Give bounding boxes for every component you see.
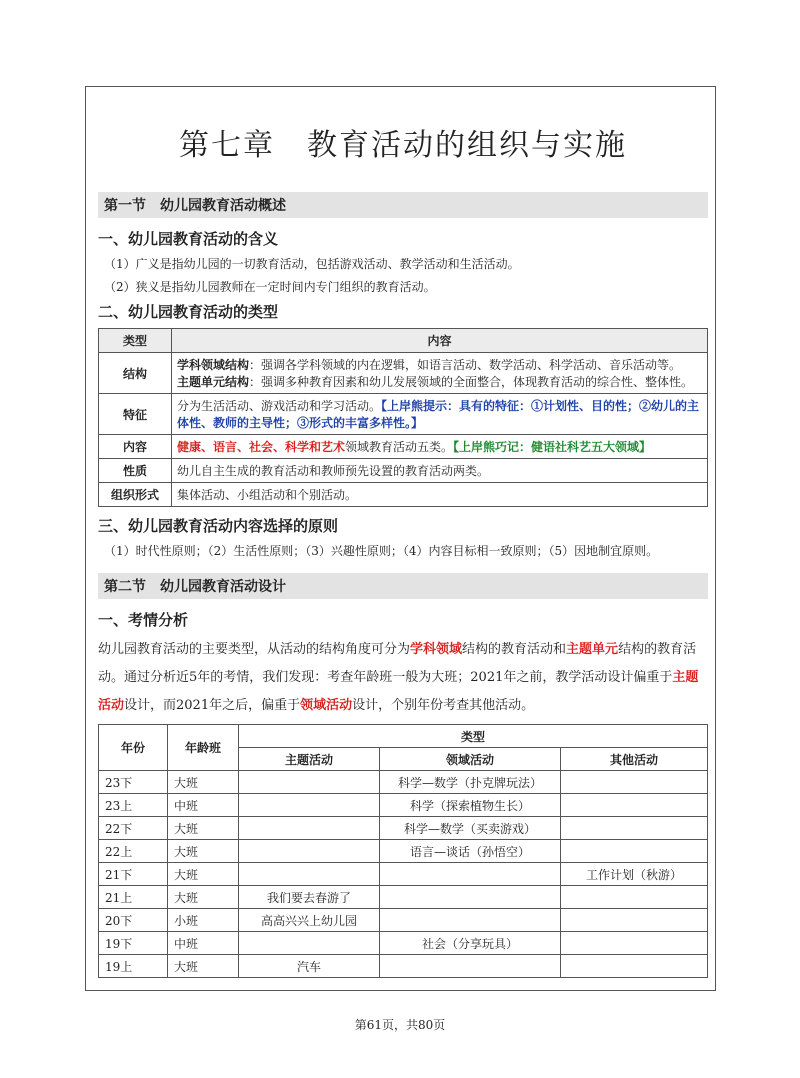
row-text: 分为生活活动、游戏活动和学习活动。 bbox=[177, 399, 382, 413]
types-header-row bbox=[99, 329, 708, 353]
row-label: 特征 bbox=[99, 394, 172, 435]
highlight-text: 主题单元 bbox=[566, 642, 619, 657]
chapter-title: 第七章 教育活动的组织与实施 bbox=[179, 128, 627, 163]
cell-class: 大班 bbox=[168, 886, 239, 909]
cell-class: 大班 bbox=[168, 863, 239, 886]
meaning-broad: （1）广义是指幼儿园的一切教育活动，包括游戏活动、教学活动和生活活动。 bbox=[104, 257, 520, 271]
cell-year: 21下 bbox=[99, 863, 168, 886]
cell-domain: 科学（探索植物生长） bbox=[380, 794, 561, 817]
cell-year: 19下 bbox=[99, 932, 168, 955]
row-content bbox=[172, 353, 708, 394]
row-content: 幼儿自主生成的教育活动和教师预先设置的教育活动两类。 bbox=[172, 459, 708, 483]
subheading-principles: 三、幼儿园教育活动内容选择的原则 bbox=[98, 517, 339, 535]
exam-header-row bbox=[99, 725, 708, 748]
cell-domain bbox=[380, 863, 561, 886]
cell-theme bbox=[239, 840, 380, 863]
cell-other bbox=[561, 955, 708, 978]
cell-theme: 汽车 bbox=[239, 955, 380, 978]
subheading-meaning: 一、幼儿园教育活动的含义 bbox=[98, 230, 279, 248]
table-row bbox=[99, 771, 708, 794]
row-content bbox=[172, 435, 708, 459]
table-row bbox=[99, 886, 708, 909]
cell-domain: 语言—谈话（孙悟空） bbox=[380, 840, 561, 863]
cell-year: 23上 bbox=[99, 794, 168, 817]
cell-year: 22上 bbox=[99, 840, 168, 863]
row-content: 集体活动、小组活动和个别活动。 bbox=[172, 483, 708, 507]
term-desc: ：强调各学科领域的内在逻辑，如语言活动、数学活动、科学活动、音乐活动等。 bbox=[249, 358, 682, 372]
cell-theme: 高高兴兴上幼儿园 bbox=[239, 909, 380, 932]
bold-term: 主题单元结构 bbox=[177, 375, 250, 389]
row-label: 结构 bbox=[99, 353, 172, 394]
types-table bbox=[98, 328, 708, 507]
table-row bbox=[99, 483, 708, 507]
cell-domain: 社会（分享玩具） bbox=[380, 932, 561, 955]
exam-table bbox=[98, 724, 708, 978]
subheading-analysis: 一、考情分析 bbox=[98, 611, 189, 629]
cell-theme bbox=[239, 771, 380, 794]
header-domain: 领域活动 bbox=[380, 748, 561, 771]
row-text: 领域教育活动五类。 bbox=[345, 440, 454, 454]
para-text: 结构的教育活动。通过分析近5年的考情，我们发现：考查年龄班一般为大班；2021年之前，教学活动设计偏重于 bbox=[98, 642, 697, 685]
row-label: 内容 bbox=[99, 435, 172, 459]
exam-body bbox=[99, 771, 708, 978]
cell-year: 23下 bbox=[99, 771, 168, 794]
memory-tip: 【上岸熊巧记：健语社科艺五大领域】 bbox=[453, 440, 652, 454]
cell-other bbox=[561, 909, 708, 932]
header-content: 内容 bbox=[172, 329, 708, 353]
cell-domain: 科学—数学（买卖游戏） bbox=[380, 817, 561, 840]
cell-theme bbox=[239, 863, 380, 886]
cell-year: 19上 bbox=[99, 955, 168, 978]
subheading-types: 二、幼儿园教育活动的类型 bbox=[98, 303, 279, 321]
para-text: 设计，个别年份考查其他活动。 bbox=[352, 698, 535, 713]
tip-note: 【上岸熊提示：具有的特征：①计划性、目的性；②幼儿的主体性、教师的主导性；③形式的丰富多样性。】 bbox=[177, 399, 700, 430]
cell-theme bbox=[239, 794, 380, 817]
section-heading-2: 第二节 幼儿园教育活动设计 bbox=[98, 573, 708, 599]
cell-theme bbox=[239, 817, 380, 840]
row-label: 组织形式 bbox=[99, 483, 172, 507]
cell-theme: 我们要去春游了 bbox=[239, 886, 380, 909]
term-desc: ：强调多种教育因素和幼儿发展领域的全面整合，体现教育活动的综合性、整体性。 bbox=[249, 375, 694, 389]
highlight-text: 领域活动 bbox=[300, 698, 353, 713]
page-footer: 第61页，共80页 bbox=[354, 1018, 446, 1032]
highlight-text: 健康、语言、社会、科学和艺术 bbox=[177, 440, 346, 454]
cell-other bbox=[561, 840, 708, 863]
meaning-narrow: （2）狭义是指幼儿园教师在一定时间内专门组织的教育活动。 bbox=[104, 280, 436, 294]
cell-class: 大班 bbox=[168, 955, 239, 978]
table-row bbox=[99, 459, 708, 483]
section-heading-1: 第一节 幼儿园教育活动概述 bbox=[98, 192, 708, 218]
cell-domain: 科学—数学（扑克牌玩法） bbox=[380, 771, 561, 794]
row-label: 性质 bbox=[99, 459, 172, 483]
cell-domain bbox=[380, 886, 561, 909]
cell-other bbox=[561, 817, 708, 840]
header-year: 年份 bbox=[99, 725, 168, 771]
table-row bbox=[99, 817, 708, 840]
para-text: 结构的教育活动和 bbox=[462, 642, 567, 657]
highlight-text: 学科领域 bbox=[410, 642, 463, 657]
bold-term: 学科领域结构 bbox=[177, 358, 250, 372]
table-row bbox=[99, 840, 708, 863]
header-class: 年龄班 bbox=[168, 725, 239, 771]
row-content bbox=[172, 394, 708, 435]
cell-class: 大班 bbox=[168, 817, 239, 840]
header-other: 其他活动 bbox=[561, 748, 708, 771]
cell-class: 中班 bbox=[168, 794, 239, 817]
cell-other bbox=[561, 932, 708, 955]
cell-class: 中班 bbox=[168, 932, 239, 955]
cell-class: 大班 bbox=[168, 840, 239, 863]
cell-other: 工作计划（秋游） bbox=[561, 863, 708, 886]
principles-text: （1）时代性原则；（2）生活性原则；（3）兴趣性原则；（4）内容目标相一致原则；（5）因地制宜原则。 bbox=[104, 544, 659, 558]
cell-year: 21上 bbox=[99, 886, 168, 909]
table-row bbox=[99, 794, 708, 817]
table-row bbox=[99, 932, 708, 955]
header-type: 类型 bbox=[239, 725, 708, 748]
table-row bbox=[99, 435, 708, 459]
table-row bbox=[99, 394, 708, 435]
page-content bbox=[98, 120, 708, 978]
cell-other bbox=[561, 794, 708, 817]
cell-domain bbox=[380, 955, 561, 978]
cell-class: 小班 bbox=[168, 909, 239, 932]
para-text: 设计，而2021年之后，偏重于 bbox=[124, 698, 301, 713]
table-row bbox=[99, 863, 708, 886]
table-row bbox=[99, 909, 708, 932]
analysis-paragraph bbox=[98, 636, 708, 720]
table-row bbox=[99, 955, 708, 978]
highlight-text: 主题活动 bbox=[98, 670, 699, 713]
cell-year: 20下 bbox=[99, 909, 168, 932]
cell-domain bbox=[380, 909, 561, 932]
cell-theme bbox=[239, 932, 380, 955]
para-text: 幼儿园教育活动的主要类型，从活动的结构角度可分为 bbox=[98, 642, 411, 657]
cell-other bbox=[561, 886, 708, 909]
cell-other bbox=[561, 771, 708, 794]
header-type: 类型 bbox=[99, 329, 172, 353]
cell-class: 大班 bbox=[168, 771, 239, 794]
header-theme: 主题活动 bbox=[239, 748, 380, 771]
table-row bbox=[99, 353, 708, 394]
cell-year: 22下 bbox=[99, 817, 168, 840]
